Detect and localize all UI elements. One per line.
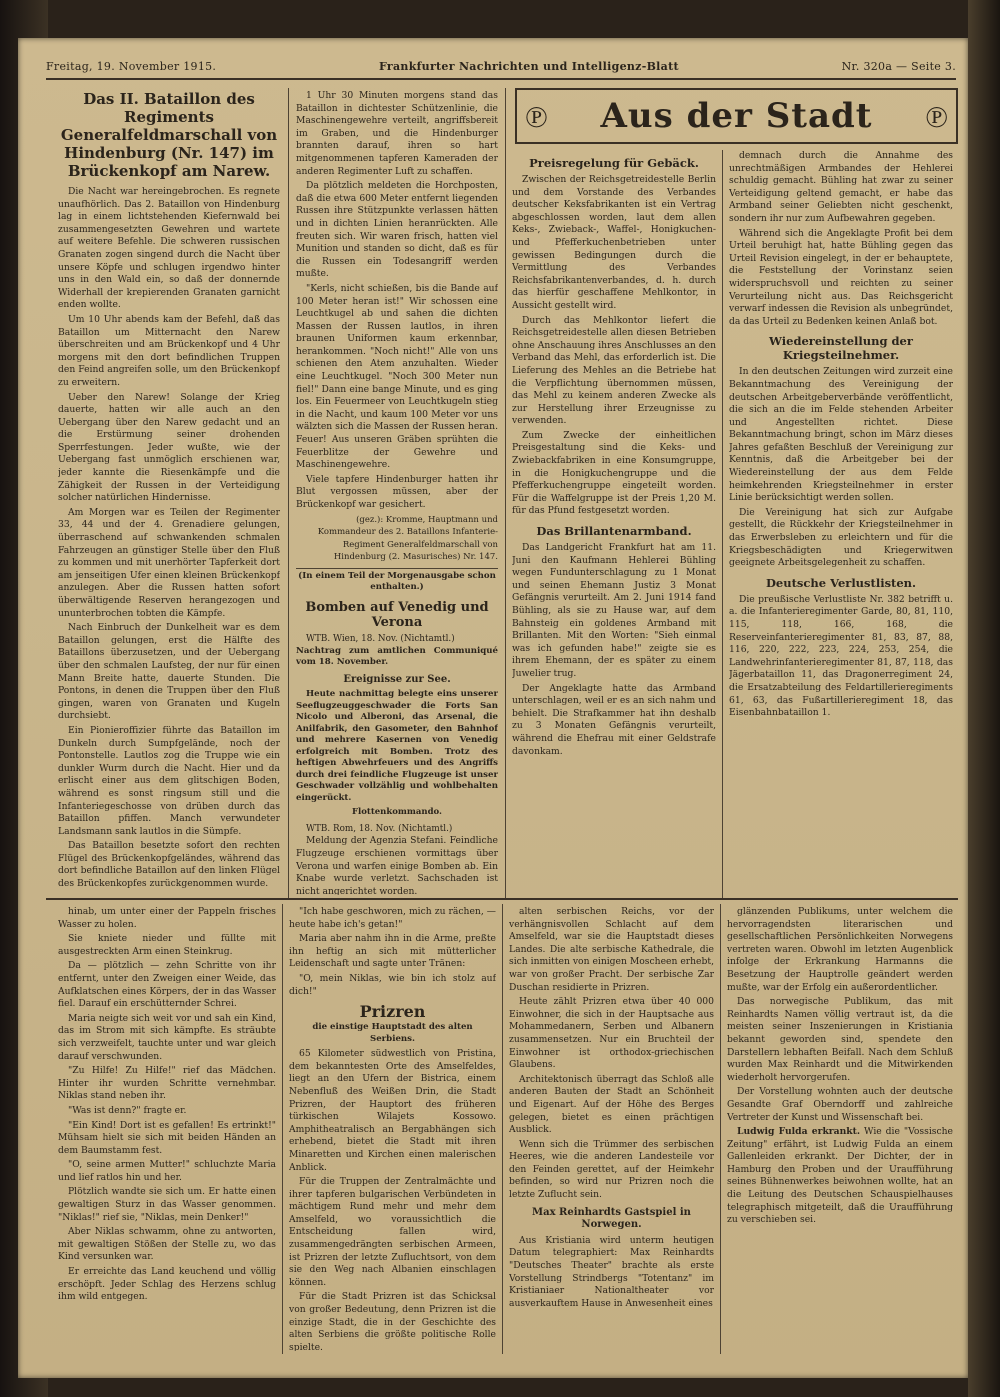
ornament-right: ℗ <box>925 100 948 135</box>
paragraph: Meldung der Agenzia Stefani. Feindliche Flugzeuge erschienen vormittags über Verona und warfen einige Bomben ab. Ein Knabe wurde verletzt. Sachschaden ist nicht angerichtet worden. <box>296 835 498 895</box>
paragraph: Architektonisch überragt das Schloß alle anderen Bauten der Stadt an Schönheit und Eigenart. Auf der Höhe des Berges gelegen, bietet es einen prächtigen Ausblick. <box>509 1073 714 1136</box>
article-gebaeck <box>512 150 716 895</box>
article-continuation-war-news <box>296 90 498 895</box>
paragraph: Zum Zwecke der einheitlichen Preisgestaltung sind die Keks- und Zwiebackfabriken in eine Konsumgruppe, in die Honigkuchengruppe und die Pfefferkuchengruppe eingeteilt worden. Für die Waffelgruppe ist der Preis 1,20 M. für das Pfund festgesetzt worden. <box>512 429 716 517</box>
paragraph: 1 Uhr 30 Minuten morgens stand das Bataillon in dichtester Schützenlinie, die Maschinengewehre verteilt, angriffsbereit im Graben, und die Hindenburger brannten darauf, ihren so hart mitgenommenen tapferen Kameraden der anderen Regimenter Luft zu schaffen. <box>296 90 498 177</box>
edition-note: (In einem Teil der Morgenausgabe schon enthalten.) <box>296 568 498 594</box>
paragraph: Plötzlich wandte sie sich um. Er hatte einen gewaltigen Sturz in das Wasser genommen. "Niklas!" rief sie, "Niklas, mein Denker!" <box>58 1186 276 1223</box>
column-rule <box>722 150 723 898</box>
paragraph: "Zu Hilfe! Zu Hilfe!" rief das Mädchen. Hinter ihr wurden Schritte vernehmbar. Niklas stand neben ihr. <box>58 1065 276 1102</box>
paragraph: Der Vorstellung wohnten auch der deutsche Gesandte Graf Oberndorff und zahlreiche Vertreter der Kunst und Wissenschaft bei. <box>727 1086 953 1123</box>
column-rule <box>502 904 503 1354</box>
headline-armband: Das Brillantenarmband. <box>536 524 692 539</box>
paragraph: Die preußische Verlustliste Nr. 382 betrifft u. a. die Infanterieregimenter Garde, 80, 81, 110, 115, 118, 166, 168, die Reserveinfanterieregimenter 81, 83, 87, 88, 116, 220, 222, 223, 224, 253, 254, die Landwehrinfanterieregimenter 81, 87, 118, das Jägerbataillon 11, das Dragonerregiment 24, die Ersatzabteilung des Feldartillerieregiments 61, 63, das Fußartillerieregiment 18, das Eisenbahnbataillon 1. <box>729 593 953 719</box>
paragraph: Nach Einbruch der Dunkelheit war es dem Bataillon gelungen, erst die Hälfte des Bataillons überzusetzen, und der Uebergang über den schmalen Laufsteg, der nur für einen Mann Breite hatte, dauerte Stunden. Die Pontons, in denen die Truppen über den Fluß gingen, waren von Granaten und Kugeln durchsiebt. <box>58 622 280 722</box>
paragraph: Durch das Mehlkontor liefert die Reichsgetreidestelle allen diesen Betrieben ohne Anschauung ihres Anschlusses an den Verband das Mehl, das erforderlich ist. Die Lieferung des Mehles an die Betriebe hat die Verpflichtung übernommen müssen, das Mehl zu keinem anderen Zwecke als zur Herstellung ihrer Erzeugnisse zu verwenden. <box>512 314 716 427</box>
header-issue: Nr. 320a — Seite 3. <box>841 59 956 73</box>
paragraph: Wenn sich die Trümmer des serbischen Heeres, wie die anderen Landesteile vor den Feinden gerettet, auf der Heimkehr befinden, so wird nur Prizren noch die letzte Zuflucht sein. <box>509 1138 714 1201</box>
section-banner <box>515 88 958 144</box>
article-hindenburg <box>58 90 280 895</box>
paragraph: Aber Niklas schwamm, ohne zu antworten, mit gewaltigen Stößen der Stelle zu, wo das Kind versunken war. <box>58 1226 276 1263</box>
column-rule <box>720 904 721 1354</box>
paragraph: Die Nacht war hereingebrochen. Es regnete unaufhörlich. Das 2. Bataillon von Hindenburg lag in einem lichtstehenden Kiefernwald bei zusammengesetzten Gewehren und wartete auf weitere Befehle. Die schweren russischen Granaten zogen singend durch die Nacht über unsere Köpfe und schlugen irgendwo hinter uns in den Wald ein, so daß der donnernde Widerhall der krepierenden Granaten garnicht enden wollte. <box>58 186 280 311</box>
paragraph: Da plötzlich meldeten die Horchposten, daß die etwa 600 Meter entfernt liegenden Russen ihre Stützpunkte verlassen hätten und in dichten Linien heranrückten. Alle freuten sich. Wir waren frisch, hatten viel Munition und standen so dicht, daß es für die Russen ein Todesangriff werden mußte. <box>296 180 498 280</box>
paragraph: Da — plötzlich — zehn Schritte von ihr entfernt, unter den Zweigen einer Weide, das Aufklatschen eines Körpers, der in das Wasser fiel. Darauf ein erschütternder Schrei. <box>58 960 276 1010</box>
article-theater <box>727 906 953 1351</box>
article-title: Das II. Bataillon des Regiments Generalfeldmarschall von Hindenburg (Nr. 147) im Brückenkopf am Narew. <box>60 90 278 180</box>
headline-reinhardt: Max Reinhardts Gastspiel in Norwegen. <box>532 1206 691 1231</box>
paragraph: Heute nachmittag belegte eins unserer Seeflugzeuggeschwader die Forts San Nicolo und Alberoni, das Arsenal, die Anilfabrik, den Gasometer, den Bahnhof und mehrere Kasernen von Venedig erfolgreich mit Bomben. Trotz des heftigen Abwehrfeuers und des Angriffs durch drei feindliche Flugzeuge ist unser Geschwader vollzählig und wohlbehalten eingerückt. <box>296 689 498 803</box>
paragraph: Das Landgericht Frankfurt hat am 11. Juni den Kaufmann Hehlerei Bühling wegen Fundunterschlagung zu 1 Monat und seinen Ehemann Justiz 3 Monat Gefängnis verurteilt. Am 2. Juni 1914 fand Bühling, als sie zu Hause war, auf dem Bahnsteig ein goldenes Armband mit Brillanten. Mit den Worten: "Sieh einmal was ich gefunden habe!" zeigte sie es ihrem Ehemann, der es später zu einem Juwelier trug. <box>512 542 716 679</box>
paragraph: Das Bataillon besetzte sofort den rechten Flügel des Brückenkopfgeländes, während das dort befindliche Bataillon auf den linken Flügel des Brückenkopfes zurückgenommen wurde. <box>58 840 280 890</box>
headline-verlustlisten: Deutsche Verlustlisten. <box>765 575 917 590</box>
paragraph: Ueber den Narew! Solange der Krieg dauerte, hatten wir alle auch an den Uebergang über den Narew gedacht und an die Erstürmung seiner drohenden Sperrfestungen. Jeder wußte, wie der Uebergang fast unmöglich erschienen war, jeder kannte die Riesenkämpfe und die Zähigkeit der Russen in der Verteidigung solcher natürlichen Hindernisse. <box>58 391 280 504</box>
paragraph: Maria neigte sich weit vor und sah ein Kind, das im Strom mit sich kämpfte. Es sträubte sich verzweifelt, tauchte unter und war gleich darauf verschwunden. <box>58 1012 276 1062</box>
header-date: Freitag, 19. November 1915. <box>46 59 217 73</box>
paragraph: Während sich die Angeklagte Profit bei dem Urteil beruhigt hat, hatte Bühling gegen das Urteil Revision eingelegt, in der er behauptete, die Feststellung der Vorinstanz seien widerspruchsvoll und reichten zu seiner Verurteilung nicht aus. Das Reichsgericht verwarf indessen die Revision als unbegründet, da das Urteil zu Bedenken keinen Anlaß bot. <box>729 227 953 327</box>
page-edge <box>968 0 1000 1397</box>
paragraph: Für die Stadt Prizren ist das Schicksal von großer Bedeutung, denn Prizren ist die einzige Stadt, die in der Geschichte des alten Serbiens die größte politische Rolle spielte. <box>289 1291 496 1351</box>
paragraph: hinab, um unter einer der Pappeln frisches Wasser zu holen. <box>58 906 276 930</box>
column-rule <box>288 88 289 898</box>
page-header <box>46 54 956 80</box>
feuilleton-story <box>58 906 276 1351</box>
paragraph: "O, mein Niklas, wie bin ich stolz auf dich!" <box>289 972 496 997</box>
paragraph: "Ein Kind! Dort ist es gefallen! Es ertrinkt!" Mühsam hielt sie sich mit beiden Händen an dem Baumstamm fest. <box>58 1119 276 1156</box>
paragraph: Er erreichte das Land keuchend und völlig erschöpft. Jeder Schlag des Herzens schlug ihm wild entgegen. <box>58 1266 276 1303</box>
signature: Flottenkommando. <box>351 807 443 818</box>
headline-kriegsteilnehmer: Wiedereinstellung der Kriegsteilnehmer. <box>769 334 913 363</box>
subheading-sea: Ereignisse zur See. <box>343 673 451 685</box>
paragraph: In den deutschen Zeitungen wird zurzeit eine Bekanntmachung des Vereinigung der deutschen Arbeitgeberverbände veröffentlicht, die sich an die im Felde stehenden Arbeiter und Angestellten richtet. Diese Bekanntmachung bringt, schon im März dieses Jahres gefaßten Beschluß der Vereinigung zur Kenntnis, daß die Arbeitgeber bei der Wiedereinstellung der aus dem Felde heimkehrenden Kriegsteilnehmer in erster Linie berücksichtigt werden sollen. <box>729 366 953 504</box>
paragraph: Viele tapfere Hindenburger hatten ihr Blut vergossen müssen, aber der Brückenkopf war gesichert. <box>296 473 498 510</box>
paragraph: "Kerls, nicht schießen, bis die Bande auf 100 Meter heran ist!" Wir schossen eine Leuchtkugel ab und sahen die dichten Massen der Russen lautlos, in ihren braunen Uniformen kaum erkennbar, herankommen. "Noch nicht!" Alle von uns schienen den Atem anzuhalten. Wieder eine Leuchtkugel. "Noch 300 Meter nun fiel!" Dann eine bange Minute, und es ging los. Ein Feuermeer von Leuchtkugeln stieg in die Nacht, und kaum 100 Meter vor uns wälzten sich die Massen der Russen heran. Feuer! Aus unseren Gräben sprühten die Feuerblitze der Gewehre und Maschinengewehre. <box>296 282 498 471</box>
subheading: die einstige Hauptstadt des alten Serbiens. <box>312 1022 473 1044</box>
column-rule <box>282 904 283 1354</box>
subheading: Nachtrag zum amtlichen Communiqué vom 18. November. <box>296 645 498 668</box>
paragraph: Die Vereinigung hat sich zur Aufgabe gestellt, die Rückkehr der Kriegsteilnehmer in das Erwerbsleben zu erleichtern und für die Kriegsbeschädigten und Kriegerwitwen geeignete Arbeitsgelegenheit zu schaffen. <box>729 506 953 569</box>
section-title: Aus der Stadt <box>600 96 873 136</box>
paragraph: demnach durch die Annahme des unrechtmäßigen Armbandes der Hehlerei schuldig gemacht. Bühling hat zwar zu seiner Verteidigung geltend gemacht, er habe das Armband seiner Geliebten nicht geschenkt, sondern ihr nur zum Aufbewahren gegeben. <box>729 150 953 224</box>
paragraph: Heute zählt Prizren etwa über 40 000 Einwohner, die sich in der Hauptsache aus Mohammedanern, Serben und Albanern zusammensetzen. Nur ein Bruchteil der Einwohner ist orthodox-griechischen Glaubens. <box>509 996 714 1071</box>
headline-gebaeck: Preisregelung für Gebäck. <box>529 156 699 170</box>
paragraph: Das norwegische Publikum, das mit Reinhardts Namen völlig vertraut ist, da die meisten seiner Inszenierungen in Kristiania bekannt geworden sind, spendete den Darstellern lebhaften Beifall. Nach dem Schluß wurden Max Reinhardt und die Mitwirkenden wiederholt hervorgerufen. <box>727 996 953 1083</box>
paragraph: Am Morgen war es Teilen der Regimenter 33, 44 und der 4. Grenadiere gelungen, überraschend auf schwankenden schmalen Fahrzeugen an günstiger Stelle über den Fluß zu kommen und mit unerhörter Tapferkeit dort am jenseitigen Ufer einen kleinen Brückenkopf anzulegen. Aber die Russen hatten sofort überwältigende Reserven herangezogen und ununterbrochen tobten die Kämpfe. <box>58 506 280 619</box>
article-prizren-continued <box>509 906 714 1351</box>
header-masthead: Frankfurter Nachrichten und Intelligenz-Blatt <box>378 59 679 73</box>
section-rule <box>46 898 958 900</box>
headline-bombs: Bomben auf Venedig und Verona <box>305 599 489 630</box>
ornament-left: ℗ <box>525 100 548 135</box>
article-kriegsteilnehmer <box>729 150 953 895</box>
paragraph: 65 Kilometer südwestlich von Pristina, dem bekanntesten Orte des Amselfeldes, liegt an den Ufern der Bistrica, einem Nebenfluß des Weißen Drin, die Stadt Prizren, der Hauptort des früheren türkischen Wilajets Kossowo. Amphitheatralisch an Bergabhängen sich erhebend, bietet die Stadt mit ihren Minaretten und Kirchen einen malerischen Anblick. <box>289 1048 496 1173</box>
headline-fulda: Ludwig Fulda erkrankt. <box>737 1126 861 1138</box>
paragraph: Um 10 Uhr abends kam der Befehl, daß das Bataillon um Mitternacht den Narew überschreiten und am Brückenkopf und 4 Uhr morgens mit den dort befindlichen Truppen den Feind angreifen solle, um den Brückenkopf zu erweitern. <box>58 313 280 388</box>
paragraph: Ein Pionieroffizier führte das Bataillon im Dunkeln durch Sumpfgelände, noch der Pontonstelle. Lautlos zog die Truppe wie ein dunkler Wurm durch die Nacht. Hier und da erlischt einer aus dem glitschigen Boden, während es sonst ringsum still und die Infanteriegeschosse von drüben durch das Bataillon pfiffen. Manch verwundeter Landsmann sank lautlos in die Sümpfe. <box>58 724 280 837</box>
paragraph: Sie kniete nieder und füllte mit ausgestreckten Arm einen Steinkrug. <box>58 933 276 957</box>
paragraph: Wie die "Vossische Zeitung" erfährt, ist Ludwig Fulda an einem Gallenleiden erkrankt. Der Dichter, der in Hamburg den Proben und der Uraufführung seines Bühnenwerkes beiwohnen wollte, hat an die Leitung des Deutschen Schauspielhauses telegraphisch mitgeteilt, daß die Uraufführung zu verschieben sei. <box>727 1126 953 1226</box>
column-rule <box>505 88 506 898</box>
paragraph: glänzenden Publikums, unter welchem die hervorragendsten literarischen und gesellschaftlichen Persönlichkeiten Norwegens vertreten waren. Obwohl im letzten Augenblick infolge der Erkrankung Harmanns die Besetzung der Hauptrolle geändert werden mußte, war der Erfolg ein außerordentlicher. <box>727 906 953 993</box>
paragraph: "Was ist denn?" fragte er. <box>68 1104 187 1116</box>
paragraph: Aus Kristiania wird unterm heutigen Datum telegraphiert: Max Reinhardts "Deutsches Theater" brachte als erste Vorstellung Strindbergs "Totentanz" im Kristianiaer Nationaltheater vor ausverkauftem Hause in Anwesenheit eines <box>509 1234 714 1309</box>
article-prizren <box>289 906 496 1351</box>
dateline: WTB. Wien, 18. Nov. (Nichtamtl.) <box>306 633 455 644</box>
paragraph: Für die Truppen der Zentralmächte und ihrer tapferen bulgarischen Verbündeten in mächtigem Rund mehr und mehr dem Amselfeld, wo voraussichtlich die Entscheidung fallen wird, zusammengedrängten serbischen Armeen, ist Prizren der letzte Zufluchtsort, von dem sie den Weg nach Albanien einschlagen können. <box>289 1176 496 1288</box>
paragraph: Der Angeklagte hatte das Armband unterschlagen, weil er es an sich nahm und behielt. Die Strafkammer hat ihn deshalb zu 3 Monaten Gefängnis verurteilt, während die Ehefrau mit einer Geldstrafe davonkam. <box>512 682 716 757</box>
paragraph: "O, seine armen Mutter!" schluchzte Maria und lief ratlos hin und her. <box>58 1159 276 1183</box>
paragraph: alten serbischen Reichs, vor der verhängnisvollen Schlacht auf dem Amselfeld, war sie die Hauptstadt dieses Landes. Die alte serbische Kathedrale, die sich inmitten von einigen Moscheen erhebt, war von großer Pracht. Der serbische Zar Duschan residierte in Prizren. <box>509 906 714 993</box>
signature: (gez.): Kromme, Hauptmann und Kommandeur des 2. Bataillons Infanterie-Regiment Generalfeldmarschall von Hindenburg (2. Masurisches) Nr. 147. <box>317 514 498 563</box>
paragraph: Maria aber nahm ihn in die Arme, preßte ihn heftig an sich mit mütterlicher Leidenschaft und sagte unter Tränen: <box>289 933 496 970</box>
paragraph: Zwischen der Reichsgetreidestelle Berlin und dem Vorstande des Verbandes deutscher Keksfabrikanten ist ein Vertrag abgeschlossen worden, laut dem allen Keks-, Zwieback-, Waffel-, Honigkuchen- und Pfefferkuchenbetrieben unter gewissen Bedingungen durch die Vermittlung des Verbandes Reichsfabrikantenverbandes, d. h. durch das hierfür geschaffene Mehlkontor, in Aussicht gestellt wird. <box>512 174 716 311</box>
headline-prizren: Prizren <box>359 1002 426 1022</box>
paragraph: "Ich habe geschworen, mich zu rächen, — heute habe ich's getan!" <box>289 906 496 930</box>
dateline: WTB. Rom, 18. Nov. (Nichtamtl.) <box>306 823 453 834</box>
